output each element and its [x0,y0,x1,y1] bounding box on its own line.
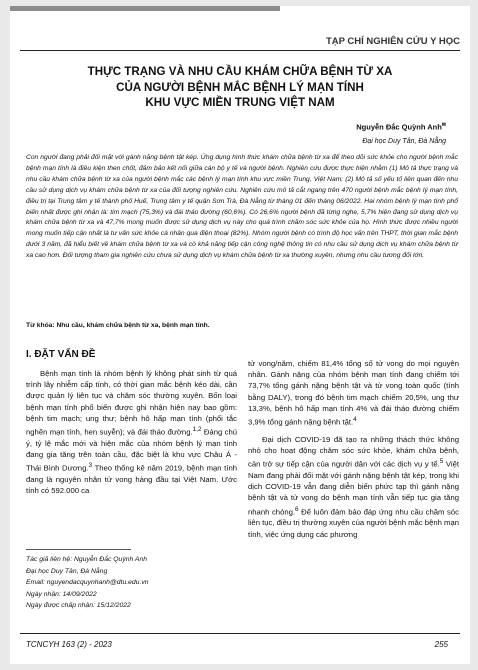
corresponding-author: Tác giả liên hệ: Nguyễn Đắc Quỳnh Anh [26,556,148,563]
author-line [356,122,446,132]
article-title [30,64,450,111]
citation: 1,2 [192,426,202,434]
citation: 6 [295,505,299,513]
paragraph: Đại dịch COVID-19 đã tạo ra những thách thức không nhỏ cho hoạt động chăm sóc sức khỏe, khám chữa bệnh, cản trở sự tiếp cận của người dân với các dịch vụ y tế.$^5$ Việt Nam đang phải đối mặt với gánh nặng bệnh tật kép, trong khi dịch COVID-19 vẫn đang diễn biến phức tạp thì gánh nặng bệnh tật và tử vong do bệnh mạn tính vẫn tiếp tục gia tăng nhanh chóng.$^6$ Để luôn đảm bảo đáp ứng nhu cầu chăm sóc liên tục, điều trị thường xuyên của người bệnh mắc bệnh mạn tính, việc ứng dụng các phương [248,434,459,539]
title-line-1: THỰC TRẠNG VÀ NHU CẦU KHÁM CHỮA BỆNH TỪ XA [87,65,393,78]
footnote-rule [26,549,131,550]
correspondence-footnote [26,554,237,612]
email-link[interactable]: Email: nguyendacquynhanh@dtu.edu.vn [26,579,149,587]
header-rule [20,50,460,51]
journal-issue: TCNCYH 163 (2) - 2023 [26,640,112,649]
abstract: Con người đang phải đối mặt với gánh nặng bệnh tật kép. Ứng dụng hình thức khám chữa bệnh từ xa để theo dõi sức khỏe cho người bệnh mắc bệnh mạn tính là điều kiện then chốt, đảm bảo kết nối giữa cán bộ y tế và người bệnh. Nghiên cứu được thực hiện nhằm (1) Mô tả thực trạng và nhu cầu khám chữa bệnh từ xa của người bệnh mắc các bệnh lý mạn tính khu vực miền Trung, Việt Nam; (2) Mô tả số yếu tố liên quan đến nhu cầu sử dụng dịch vụ khám chữa bệnh từ xa của đối tượng nghiên cứu. Nghiên cứu mô tả cắt ngang trên 470 người bệnh mắc bệnh lý mạn tính, điều trị tại Trung tâm y tế thành phố Huế, Trung tâm y tế quận Sơn Trà, Đà Nẵng từ tháng 01 đến tháng 06/2022. Hai nhóm bệnh lý mạn tính phổ biến nhất được ghi nhận là: tim mạch (75,3%) và đái tháo đường (60,6%). Có 26,6% người bệnh đã từng nghe, 5,7% hiện đang sử dụng dịch vụ khám chữa bệnh từ xa và 47,7% mong muốn được sử dụng dịch vụ này cho quá trình chăm sóc sức khỏe của họ. Hình thức được nhiều người mong muốn tiếp cận nhất là tư vấn sức khỏe cá nhân qua điện thoại (82%). Nhóm người bệnh có trình độ học vấn trên THPT, thời gian mắc bệnh dưới 3 năm, đã hiểu biết về khám chữa bệnh từ xa và có khả năng tiếp cận công nghệ thông tin có nhu cầu sử dụng dịch vụ khám chữa bệnh từ xa cao hơn. Đối tượng tham gia nghiên cứu chưa sử dụng dịch vụ khám chữa bệnh từ xa thường xuyên, nhưng nhu cầu tương đối lớn. [26,154,458,260]
keywords: Từ khóa: Nhu cầu, khám chữa bệnh từ xa, bệnh mạn tính. [26,322,210,329]
header-bar [10,6,280,11]
title-line-3: KHU VỰC MIỀN TRUNG VIỆT NAM [145,96,335,109]
citation: 3 [88,462,93,470]
section-heading: I. ĐẶT VẤN ĐỀ [26,349,96,360]
journal-page [10,6,470,664]
footnote-affiliation: Đại học Duy Tân, Đà Nẵng [26,567,108,575]
paragraph: tử vong/năm, chiếm 81,4% tổng số tử vong do mọi nguyên nhân. Gánh nặng của nhóm bệnh mạn tính đang chiếm tới 73,7% tổng gánh nặng bệnh tật và tử vong toàn quốc (tính bằng DALY), trong đó bệnh tim mạch chiếm 20,5%, ung thư 13,3%, bệnh hô hấp mạn tính 4% và đái tháo đường chiếm 3,9% tổng gánh nặng bệnh tật.$^4$ [248,359,459,427]
title-line-2: CỦA NGƯỜI BỆNH MẮC BỆNH LÝ MẠN TÍNH [116,80,364,94]
accepted-date: Ngày được chấp nhận: 15/12/2022 [26,602,131,610]
page-number: 255 [434,640,448,649]
citation: 5 [439,458,444,466]
received-date: Ngày nhận: 14/09/2022 [26,590,97,598]
left-column [26,368,237,496]
corresponding-author-icon: ✉ [441,122,446,128]
paragraph: Bệnh mạn tính là nhóm bệnh lý không phát sinh từ quá trình lây nhiễm cấp tính, có thời gian mắc bệnh kéo dài, cần được quản lý liên tục và chăm sóc thường xuyên. Bốn loại bệnh mạn tính phổ biến được ghi nhận hiện nay bao gồm: bệnh tim mạch; ung thư; bệnh hô hấp mạn tính (phổi tắc nghẽn mạn tính, hen suyễn); và đái tháo đường.$^{1,2}$ Đáng chú ý, tỷ lệ mắc mới và hiện mắc của nhóm bệnh lý mạn tính đang gia tăng trên toàn cầu, đặc biệt là khu vực Châu Á - Thái Bình Dương.$^3$ Theo thống kê năm 2019, bệnh mạn tính đang là nguyên nhân tử vong hàng đầu tại Việt Nam. Ước tính có 592.000 ca [26,369,238,496]
journal-name: TẠP CHÍ NGHIÊN CỨU Y HỌC [325,36,460,47]
author-name: Nguyễn Đắc Quỳnh Anh [356,122,442,132]
right-column [248,358,459,540]
author-affiliation: Đại học Duy Tân, Đà Nẵng [362,138,446,145]
citation: 4 [353,416,357,424]
footer-rule [20,633,460,634]
